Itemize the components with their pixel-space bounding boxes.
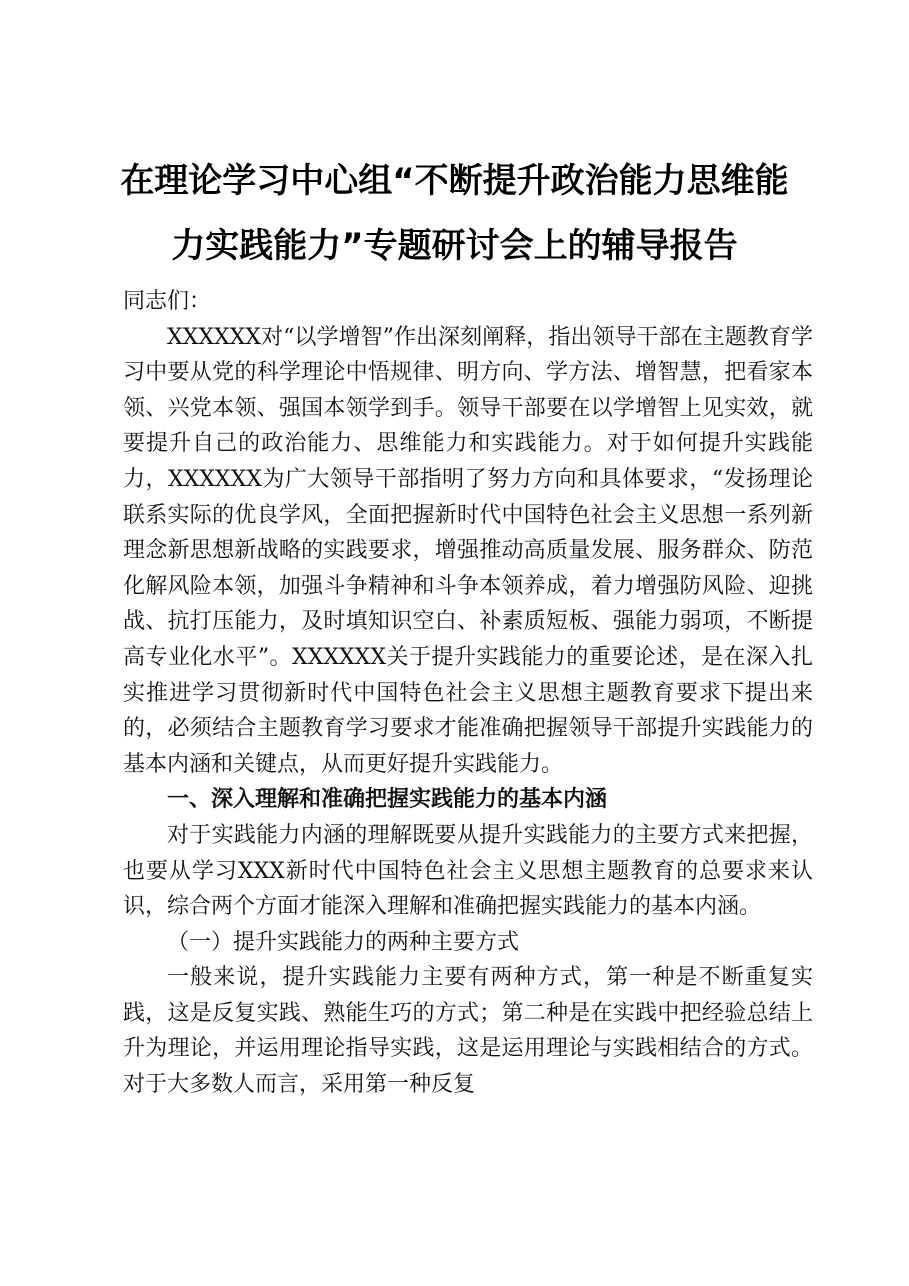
section-heading-1: 一、深入理解和准确把握实践能力的基本内涵 [167,787,608,813]
body-paragraph-2: 对于实践能力内涵的理解既要从提升实践能力的主要方式来把握，也要从学习XXX新时代中国特色社会主义思想主题教育的总要求来认识，综合两个方面才能深入理解和准确把握实践能力的基本内涵。 [123,822,813,920]
document-title-line-2: 力实践能力”专题研讨会上的辅导报告 [171,226,738,266]
body-paragraph-1: XXXXXX对“以学增智”作出深刻阐释，指出领导干部在主题教育学习中要从党的科学理论中悟规律、明方向、学方法、增智慧，把看家本领、兴党本领、强国本领学到手。领导干部要在以学增智上见实效，就要提升自己的政治能力、思维能力和实践能力。对于如何提升实践能力，XXXXXX为广大领导干部指明了努力方向和具体要求，“发扬理论联系实际的优良学风，全面把握新时代中国特色社会主义思想一系列新理念新思想新战略的实践要求，增强推动高质量发展、服务群众、防范化解风险本领，加强斗争精神和斗争本领养成，着力增强防风险、迎挑战、抗打压能力，及时填知识空白、补素质短板、强能力弱项，不断提高专业化水平”。XXXXXX关于提升实践能力的重要论述，是在深入扎实推进学习贯彻新时代中国特色社会主义思想主题教育要求下提出来的，必须结合主题教育学习要求才能准确把握领导干部提升实践能力的基本内涵和关键点，从而更好提升实践能力。 [123,324,813,777]
salutation: 同志们： [123,289,212,314]
document-title-line-1: 在理论学习中心组“不断提升政治能力思维能 [120,161,789,201]
body-paragraph-3: 一般来说，提升实践能力主要有两种方式，第一种是不断重复实践，这是反复实践、熟能生巧的方式；第二种是在实践中把经验总结上升为理论，并运用理论指导实践，这是运用理论与实践相结合的方式。对于大多数人而言，采用第一种反复 [123,965,813,1098]
subsection-heading-1: （一）提升实践能力的两种主要方式 [167,929,520,955]
document-body [123,284,813,1103]
